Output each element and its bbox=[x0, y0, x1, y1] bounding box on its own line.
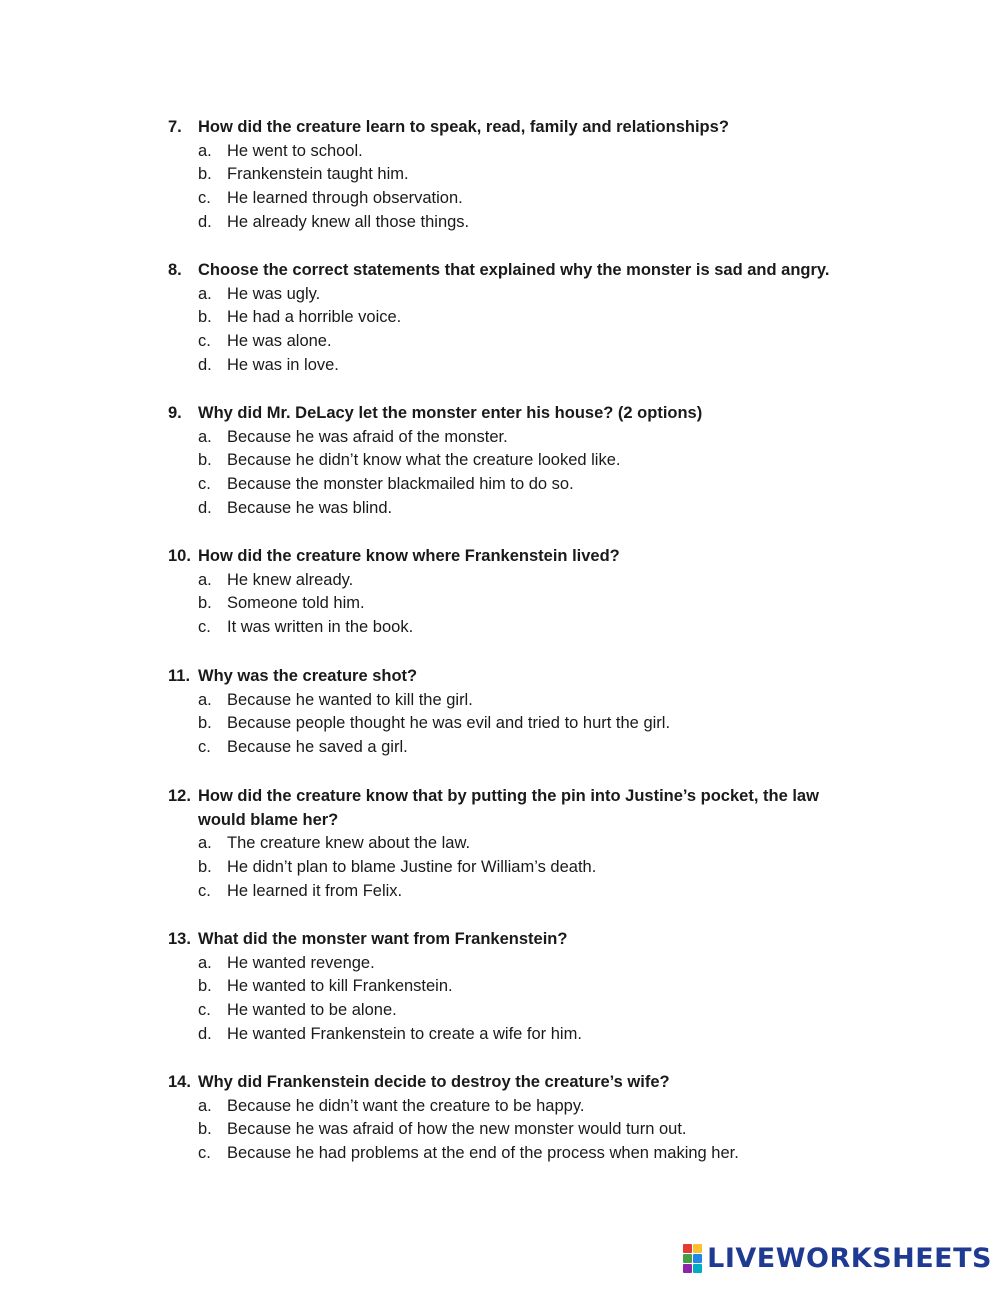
option-text: He already knew all those things. bbox=[227, 213, 470, 232]
option-text: The creature knew about the law. bbox=[227, 834, 471, 852]
option-letter: b. bbox=[198, 165, 212, 184]
option-text: He learned it from Felix. bbox=[227, 881, 403, 900]
option-b[interactable] bbox=[168, 712, 868, 736]
option-b[interactable] bbox=[168, 163, 868, 187]
option-b[interactable] bbox=[168, 449, 868, 473]
question-number: 11. bbox=[168, 667, 191, 685]
question-text: What did the monster want from Frankenstein? bbox=[198, 930, 568, 948]
option-list bbox=[168, 1095, 868, 1167]
question-heading bbox=[168, 545, 868, 569]
question-text: Why did Frankenstein decide to destroy the creature’s wife? bbox=[198, 1073, 670, 1091]
option-text: He wanted Frankenstein to create a wife for him. bbox=[227, 1025, 582, 1044]
question-number: 12. bbox=[168, 787, 191, 805]
option-text: He had a horrible voice. bbox=[227, 308, 402, 327]
option-list bbox=[168, 689, 868, 761]
option-letter: a. bbox=[198, 953, 212, 972]
option-list bbox=[168, 426, 868, 522]
option-text: Because he was afraid of how the new monster would turn out. bbox=[227, 1120, 687, 1139]
option-c[interactable] bbox=[168, 880, 868, 904]
option-c[interactable] bbox=[168, 187, 868, 211]
option-a[interactable] bbox=[168, 952, 868, 976]
liveworksheets-logo bbox=[683, 1243, 992, 1273]
option-letter: c. bbox=[198, 738, 211, 757]
option-a[interactable] bbox=[168, 689, 868, 713]
option-letter: c. bbox=[198, 881, 211, 900]
option-a[interactable] bbox=[168, 283, 868, 307]
question-10 bbox=[168, 545, 868, 640]
option-d[interactable] bbox=[168, 354, 868, 378]
logo-text: LIVEWORKSHEETS bbox=[707, 1242, 992, 1274]
question-number: 7. bbox=[168, 118, 182, 136]
option-list bbox=[168, 952, 868, 1048]
option-letter: d. bbox=[198, 213, 212, 232]
option-list bbox=[168, 283, 868, 379]
option-text: Because he saved a girl. bbox=[227, 738, 408, 757]
option-text: It was written in the book. bbox=[227, 618, 414, 637]
logo-blocks-icon bbox=[683, 1244, 702, 1273]
question-heading bbox=[168, 665, 868, 689]
option-d[interactable] bbox=[168, 211, 868, 235]
question-text: Choose the correct statements that explained why the monster is sad and angry. bbox=[198, 261, 830, 279]
option-text: He was in love. bbox=[227, 356, 339, 375]
option-a[interactable] bbox=[168, 832, 868, 856]
option-letter: c. bbox=[198, 1001, 211, 1020]
option-text: He was ugly. bbox=[227, 284, 321, 303]
option-letter: d. bbox=[198, 1025, 212, 1044]
option-letter: a. bbox=[198, 141, 212, 160]
option-text: He was alone. bbox=[227, 332, 332, 351]
option-letter: c. bbox=[198, 332, 211, 351]
option-a[interactable] bbox=[168, 569, 868, 593]
option-c[interactable] bbox=[168, 616, 868, 640]
logo-block bbox=[683, 1264, 692, 1273]
option-letter: a. bbox=[198, 1096, 212, 1115]
question-number: 9. bbox=[168, 404, 182, 422]
option-c[interactable] bbox=[168, 473, 868, 497]
logo-block bbox=[693, 1244, 702, 1253]
question-8 bbox=[168, 259, 868, 378]
option-text: Because he was afraid of the monster. bbox=[227, 427, 508, 446]
option-letter: c. bbox=[198, 1144, 211, 1163]
option-b[interactable] bbox=[168, 1118, 868, 1142]
option-text: Because people thought he was evil and tried to hurt the girl. bbox=[227, 714, 671, 733]
option-letter: d. bbox=[198, 499, 212, 518]
option-b[interactable] bbox=[168, 856, 868, 880]
option-letter: b. bbox=[198, 594, 212, 613]
option-text: Because he was blind. bbox=[227, 499, 393, 518]
option-text: Because he didn’t want the creature to be happy. bbox=[227, 1096, 585, 1115]
option-text: He wanted to be alone. bbox=[227, 1001, 397, 1020]
option-list bbox=[168, 569, 868, 641]
option-text: He learned through observation. bbox=[227, 189, 463, 208]
question-heading bbox=[168, 1071, 868, 1095]
question-heading bbox=[168, 785, 868, 832]
logo-block bbox=[693, 1264, 702, 1273]
option-d[interactable] bbox=[168, 1023, 868, 1047]
option-text: He went to school. bbox=[227, 141, 363, 160]
option-letter: c. bbox=[198, 618, 211, 637]
option-text: Because the monster blackmailed him to do so. bbox=[227, 475, 574, 494]
option-letter: a. bbox=[198, 284, 212, 303]
question-12 bbox=[168, 785, 868, 904]
logo-block bbox=[693, 1254, 702, 1263]
option-b[interactable] bbox=[168, 306, 868, 330]
question-9 bbox=[168, 402, 868, 521]
question-text: How did the creature know that by putting the pin into Justine’s pocket, the law would blame her? bbox=[198, 787, 819, 829]
question-text: How did the creature know where Frankenstein lived? bbox=[198, 547, 620, 565]
option-text: Frankenstein taught him. bbox=[227, 165, 409, 184]
option-letter: a. bbox=[198, 427, 212, 446]
option-letter: b. bbox=[198, 451, 212, 470]
option-letter: b. bbox=[198, 977, 212, 996]
option-a[interactable] bbox=[168, 140, 868, 164]
question-7 bbox=[168, 116, 868, 235]
option-text: He didn’t plan to blame Justine for William’s death. bbox=[227, 857, 597, 876]
option-c[interactable] bbox=[168, 330, 868, 354]
logo-block bbox=[683, 1254, 692, 1263]
option-letter: b. bbox=[198, 714, 212, 733]
option-text: He knew already. bbox=[227, 570, 354, 589]
option-letter: a. bbox=[198, 834, 212, 852]
question-heading bbox=[168, 402, 868, 426]
question-text: Why did Mr. DeLacy let the monster enter his house? (2 options) bbox=[198, 404, 703, 422]
option-d[interactable] bbox=[168, 497, 868, 521]
option-letter: b. bbox=[198, 857, 212, 876]
option-text: Someone told him. bbox=[227, 594, 365, 613]
option-c[interactable] bbox=[168, 1142, 868, 1166]
option-c[interactable] bbox=[168, 999, 868, 1023]
option-b[interactable] bbox=[168, 592, 868, 616]
question-14 bbox=[168, 1071, 868, 1166]
question-heading bbox=[168, 928, 868, 952]
question-11 bbox=[168, 665, 868, 760]
option-letter: a. bbox=[198, 570, 212, 589]
question-number: 10. bbox=[168, 547, 191, 565]
question-heading bbox=[168, 116, 868, 140]
option-letter: d. bbox=[198, 356, 212, 375]
option-text: Because he didn’t know what the creature looked like. bbox=[227, 451, 621, 470]
logo-block bbox=[683, 1244, 692, 1253]
option-a[interactable] bbox=[168, 1095, 868, 1119]
option-b[interactable] bbox=[168, 975, 868, 999]
question-number: 14. bbox=[168, 1073, 191, 1091]
option-text: Because he wanted to kill the girl. bbox=[227, 690, 473, 709]
option-a[interactable] bbox=[168, 426, 868, 450]
option-letter: c. bbox=[198, 475, 211, 494]
question-number: 13. bbox=[168, 930, 191, 948]
question-text: How did the creature learn to speak, read, family and relationships? bbox=[198, 118, 729, 136]
question-13 bbox=[168, 928, 868, 1047]
option-letter: b. bbox=[198, 1120, 212, 1139]
option-letter: c. bbox=[198, 189, 211, 208]
option-letter: a. bbox=[198, 690, 212, 709]
option-c[interactable] bbox=[168, 736, 868, 760]
option-text: Because he had problems at the end of the process when making her. bbox=[227, 1144, 739, 1163]
option-letter: b. bbox=[198, 308, 212, 327]
option-list bbox=[168, 832, 868, 904]
question-text: Why was the creature shot? bbox=[198, 667, 418, 685]
option-text: He wanted revenge. bbox=[227, 953, 375, 972]
question-heading bbox=[168, 259, 868, 283]
option-text: He wanted to kill Frankenstein. bbox=[227, 977, 453, 996]
question-number: 8. bbox=[168, 261, 182, 279]
option-list bbox=[168, 140, 868, 236]
